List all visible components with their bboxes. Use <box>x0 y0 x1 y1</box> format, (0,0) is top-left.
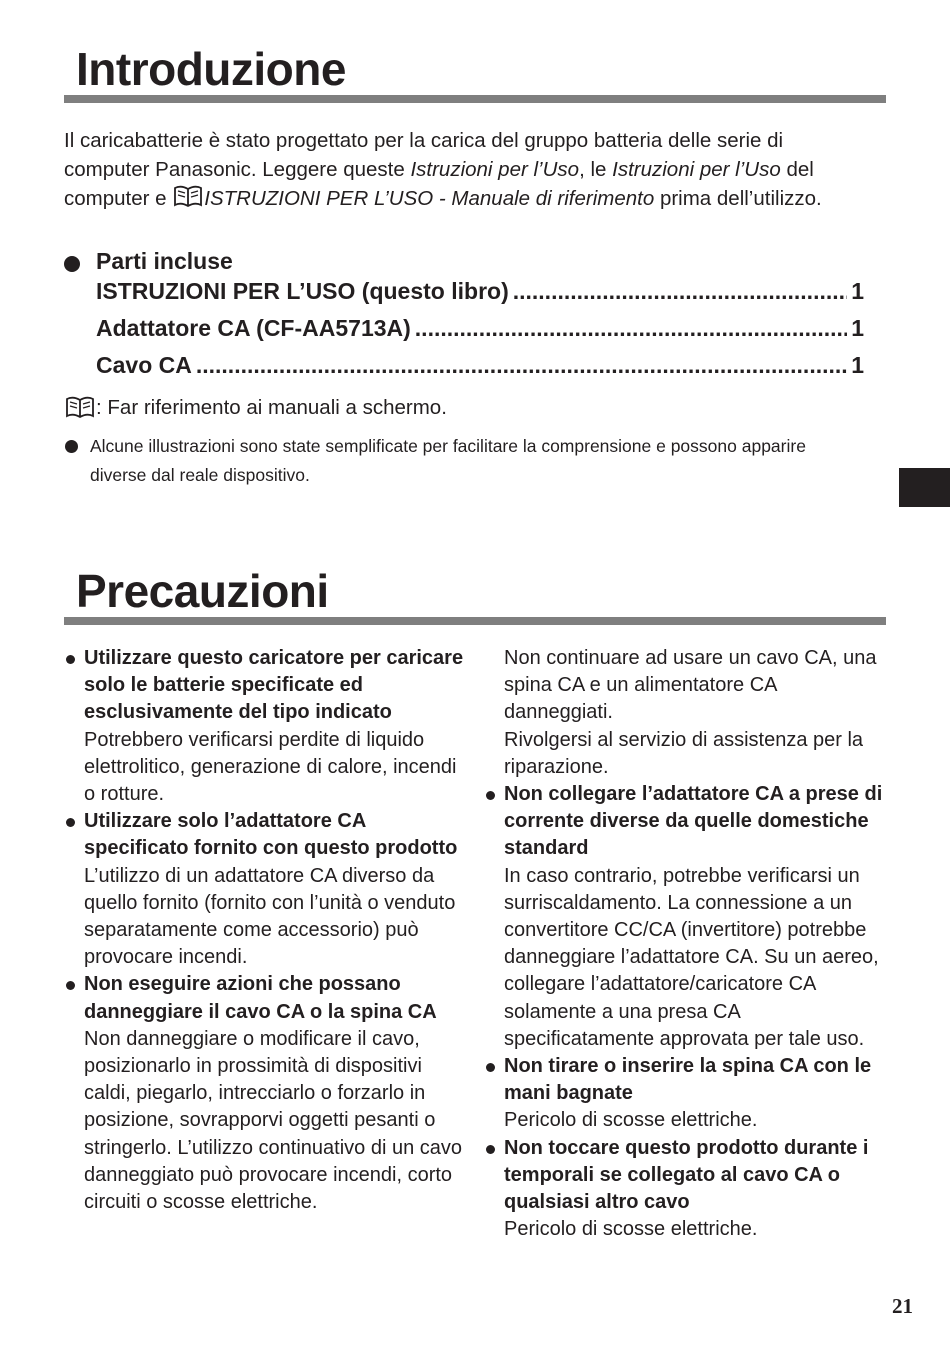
precaution-continued: Non continuare ad usare un cavo CA, una spina CA e un alimentatore CA danneggiati. <box>504 647 877 724</box>
precaution-continued: Rivolgersi al servizio di assistenza per la riparazione. <box>504 728 864 778</box>
precaution-item <box>484 781 884 1053</box>
section-tab-marker <box>899 468 950 507</box>
precaution-heading: Non tirare o inserire la spina CA con le mani bagnate <box>504 1055 872 1105</box>
intro-text: , le <box>579 158 613 181</box>
precaution-body: Pericolo di scosse elettriche. <box>504 1109 758 1132</box>
leader-dots <box>196 350 847 380</box>
precautions-right-column <box>484 645 884 1243</box>
bullet <box>486 1063 495 1072</box>
bullet <box>66 655 75 664</box>
list-item <box>96 276 864 306</box>
precaution-heading: Non collegare l’adattatore CA a prese di corrente diverse da quelle domestiche standard <box>504 783 883 860</box>
item-name: Adattatore CA (CF-AA5713A) <box>96 315 411 341</box>
intro-italic: ISTRUZIONI PER L’USO - Manuale di riferimento <box>204 187 655 210</box>
bullet <box>486 1145 495 1154</box>
leader-dots <box>415 313 847 343</box>
item-name: Cavo CA <box>96 352 192 378</box>
bullet <box>66 818 75 827</box>
intro-italic: Istruzioni per l’Uso <box>410 158 580 181</box>
intro-text: prima dell’utilizzo. <box>654 187 822 210</box>
precaution-heading: Utilizzare questo caricatore per caricare solo le batterie specificate ed esclusivamente del tipo indicato <box>84 647 464 724</box>
item-name: ISTRUZIONI PER L’USO (questo libro) <box>96 278 509 304</box>
bullet <box>64 256 80 272</box>
intro-paragraph <box>64 126 864 213</box>
precaution-body: Non danneggiare o modificare il cavo, posizionarlo in prossimità di dispositivi caldi, piegarlo, intrecciarlo o forzarlo in posizione, sovrapporvi oggetti pesanti o stringerlo. L’utilizzo continuativo di un cavo danneggiato può provocare incendi, corto circuiti o scosse elettriche. <box>84 1027 462 1214</box>
item-qty: 1 <box>851 278 864 304</box>
note-illustrazioni <box>64 432 864 490</box>
precaution-item <box>64 808 464 971</box>
precaution-body: Potrebbero verificarsi perdite di liquido elettrolitico, generazione di calore, incendi o rotture. <box>84 728 457 806</box>
note-manual <box>64 394 447 422</box>
precautions-left-column <box>64 645 464 1216</box>
precaution-body: L’utilizzo di un adattatore CA diverso da quello fornito (fornito con l’unità o venduto separatamente come accessorio) può provocare incendi. <box>84 864 456 969</box>
title-rule <box>64 95 886 103</box>
precaution-heading: Non eseguire azioni che possano danneggiare il cavo CA o la spina CA <box>84 973 437 1023</box>
list-item <box>96 313 864 343</box>
precaution-item <box>484 1053 884 1135</box>
precaution-body: Pericolo di scosse elettriche. <box>504 1218 758 1241</box>
precaution-item <box>64 645 464 808</box>
precaution-item <box>64 971 464 1216</box>
precaution-item <box>484 1135 884 1244</box>
book-icon <box>64 396 96 420</box>
bullet <box>486 791 495 800</box>
page-number: 21 <box>892 1294 913 1318</box>
item-qty: 1 <box>851 315 864 341</box>
section-title-introduzione: Introduzione <box>76 43 346 95</box>
intro-text: del computer e <box>64 158 814 210</box>
parti-title: Parti incluse <box>96 248 233 274</box>
bullet <box>66 981 75 990</box>
precaution-heading: Utilizzare solo l’adattatore CA specificato fornito con questo prodotto <box>84 810 458 860</box>
bullet <box>65 440 78 453</box>
item-qty: 1 <box>851 352 864 378</box>
note-manual-text: : Far riferimento ai manuali a schermo. <box>96 396 447 419</box>
precaution-body: In caso contrario, potrebbe verificarsi un surriscaldamento. La connessione a un convertitore CC/CA (invertitore) potrebbe danneggiare l’adattatore CA. Su un aereo, collegare l’adattatore/caricatore CA solamente a una presa CA specificatamente approvata per tale uso. <box>504 864 879 1050</box>
title-rule <box>64 617 886 625</box>
precaution-heading: Non toccare questo prodotto durante i temporali se collegato al cavo CA o qualsiasi altro cavo <box>504 1136 869 1214</box>
book-icon <box>172 185 204 209</box>
leader-dots <box>513 276 847 306</box>
intro-italic: Istruzioni per l’Uso <box>612 158 781 181</box>
note-illustr-text: Alcune illustrazioni sono state semplificate per facilitare la comprensione e possono apparire diverse dal reale dispositivo. <box>90 436 806 485</box>
intro-text: Il caricabatterie è stato progettato per la carica del gruppo batteria delle serie di computer Panasonic. Leggere queste <box>64 129 784 181</box>
section-title-precauzioni: Precauzioni <box>76 565 329 617</box>
list-item <box>96 350 864 380</box>
